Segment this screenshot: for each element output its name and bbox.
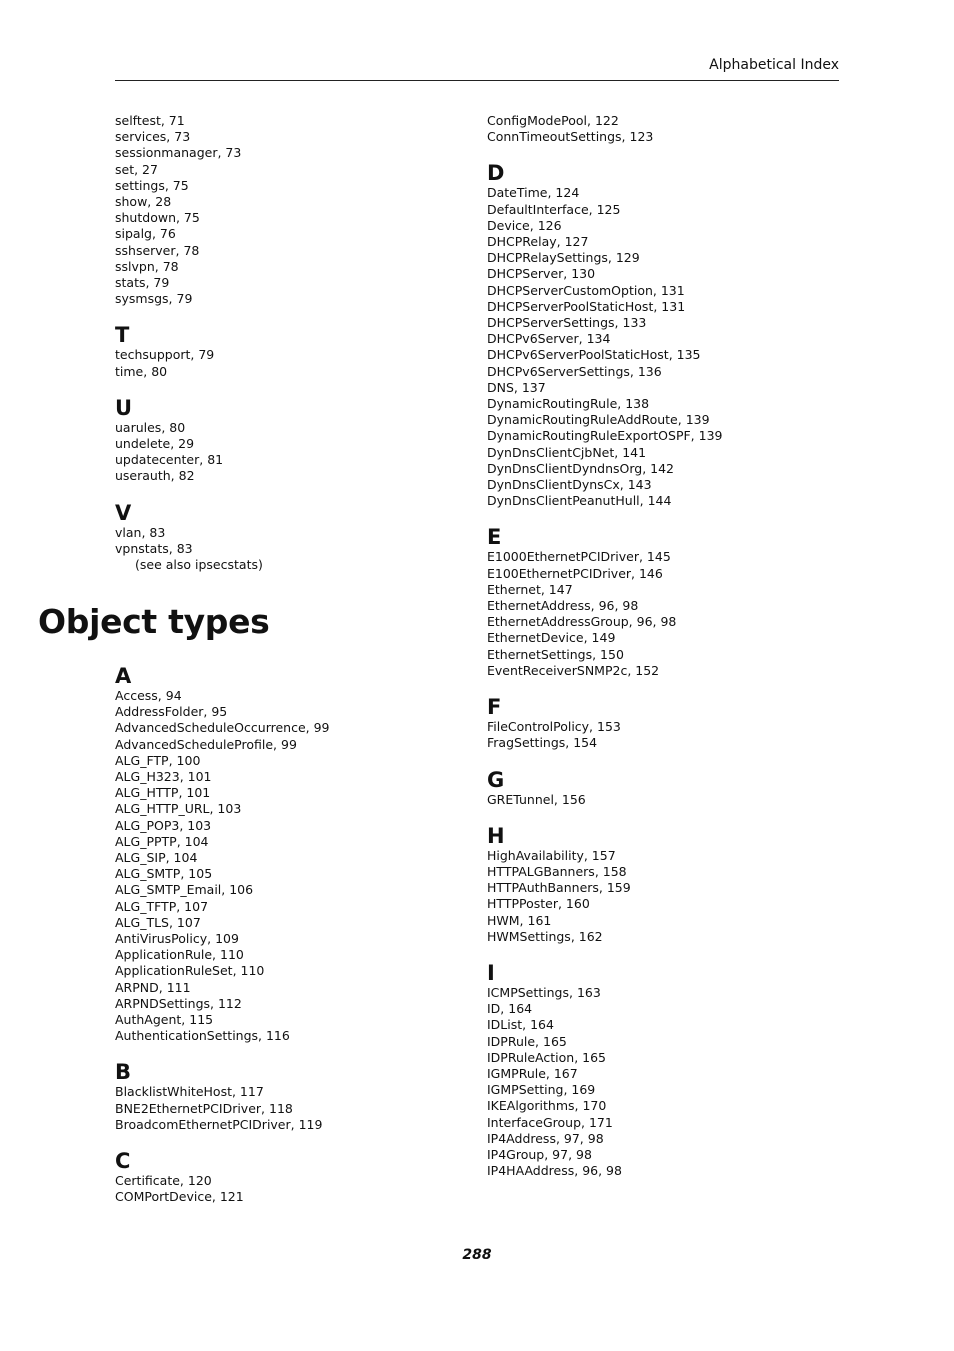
- index-entry: DynDnsClientPeanutHull, 144: [487, 493, 672, 509]
- index-entry: IP4Address, 97, 98: [487, 1130, 604, 1146]
- index-entry: DHCPServerPoolStaticHost, 131: [487, 298, 686, 314]
- index-entry: IDList, 164: [487, 1017, 554, 1033]
- index-entry: IGMPSetting, 169: [487, 1082, 596, 1098]
- index-entry: BroadcomEthernetPCIDriver, 119: [115, 1116, 323, 1132]
- index-letter-heading: H: [487, 823, 505, 848]
- index-entry: undelete, 29: [115, 436, 195, 452]
- index-entry: IP4Group, 97, 98: [487, 1146, 592, 1162]
- index-entry: updatecenter, 81: [115, 452, 224, 468]
- index-entry: techsupport, 79: [115, 347, 215, 363]
- index-entry: set, 27: [115, 161, 158, 177]
- index-entry: AntiVirusPolicy, 109: [115, 931, 239, 947]
- index-entry: IP4HAAddress, 96, 98: [487, 1163, 622, 1179]
- index-letter-heading: I: [487, 960, 495, 985]
- index-entry: EthernetAddressGroup, 96, 98: [487, 614, 677, 630]
- index-entry: BNE2EthernetPCIDriver, 118: [115, 1100, 293, 1116]
- index-column-left-top: [115, 113, 455, 573]
- index-entry: DynamicRoutingRuleAddRoute, 139: [487, 412, 710, 428]
- index-entry: DHCPServerSettings, 133: [487, 315, 647, 331]
- index-entry: DynDnsClientCjbNet, 141: [487, 444, 647, 460]
- index-entry: ICMPSettings, 163: [487, 984, 601, 1000]
- index-entry: DynamicRoutingRuleExportOSPF, 139: [487, 428, 723, 444]
- index-letter-heading: C: [115, 1149, 131, 1174]
- index-entry: DynDnsClientDyndnsOrg, 142: [487, 460, 675, 476]
- index-letter-heading: B: [115, 1060, 132, 1085]
- index-entry: DefaultInterface, 125: [487, 201, 621, 217]
- index-entry: vlan, 83: [115, 524, 166, 540]
- index-entry: BlacklistWhiteHost, 117: [115, 1084, 264, 1100]
- index-entry: COMPortDevice, 121: [115, 1189, 244, 1205]
- index-column-left-bottom: [115, 652, 455, 1205]
- page-number: 288: [462, 1247, 492, 1263]
- index-entry: ALG_H323, 101: [115, 769, 212, 785]
- index-entry: ALG_FTP, 100: [115, 752, 201, 768]
- index-entry: AdvancedScheduleOccurrence, 99: [115, 720, 330, 736]
- index-entry: IKEAlgorithms, 170: [487, 1098, 607, 1114]
- index-entry: DHCPRelaySettings, 129: [487, 250, 640, 266]
- index-entry: AuthenticationSettings, 116: [115, 1028, 290, 1044]
- section-title: Object types: [38, 602, 270, 641]
- index-entry: shutdown, 75: [115, 210, 200, 226]
- index-entry: HTTPPoster, 160: [487, 896, 590, 912]
- index-letter-heading: V: [115, 500, 132, 525]
- entry-group-s: [115, 113, 455, 307]
- index-entry: stats, 79: [115, 275, 170, 291]
- index-entry: DHCPServer, 130: [487, 266, 596, 282]
- index-entry: DateTime, 124: [487, 185, 580, 201]
- index-entry: ALG_SMTP_Email, 106: [115, 882, 254, 898]
- index-entry: sslvpn, 78: [115, 258, 179, 274]
- index-column-right: [487, 113, 839, 1179]
- index-entry: Ethernet, 147: [487, 581, 573, 597]
- index-entry: show, 28: [115, 194, 172, 210]
- index-entry: time, 80: [115, 363, 168, 379]
- index-entry: ALG_HTTP_URL, 103: [115, 801, 242, 817]
- index-entry: IDPRuleAction, 165: [487, 1049, 607, 1065]
- index-entry: DNS, 137: [487, 379, 546, 395]
- index-entry: vpnstats, 83: [115, 540, 193, 556]
- index-entry: FragSettings, 154: [487, 735, 598, 751]
- running-header-title: Alphabetical Index: [709, 57, 839, 73]
- index-entry: AddressFolder, 95: [115, 704, 228, 720]
- index-letter-heading: T: [115, 323, 130, 348]
- index-entry: EthernetDevice, 149: [487, 630, 616, 646]
- index-entry: ConfigModePool, 122: [487, 113, 619, 128]
- index-entry: ALG_POP3, 103: [115, 817, 212, 833]
- index-entry: DHCPServerCustomOption, 131: [487, 282, 685, 298]
- index-entry: ALG_HTTP, 101: [115, 785, 211, 801]
- index-letter-heading: D: [487, 161, 505, 186]
- index-entry: DynamicRoutingRule, 138: [487, 396, 650, 412]
- index-letter-heading: F: [487, 695, 502, 720]
- index-entry: E1000EthernetPCIDriver, 145: [487, 549, 671, 565]
- index-entry: ALG_SMTP, 105: [115, 866, 213, 882]
- index-entry: ARPNDSettings, 112: [115, 995, 242, 1011]
- index-entry: Device, 126: [487, 217, 562, 233]
- index-entry: ALG_TLS, 107: [115, 914, 201, 930]
- index-entry: ApplicationRule, 110: [115, 947, 244, 963]
- index-entry: DHCPRelay, 127: [487, 234, 589, 250]
- index-entry: InterfaceGroup, 171: [487, 1114, 613, 1130]
- index-entry: E100EthernetPCIDriver, 146: [487, 565, 663, 581]
- index-entry: FileControlPolicy, 153: [487, 719, 621, 735]
- index-entry: EthernetAddress, 96, 98: [487, 598, 639, 614]
- index-entry: ALG_SIP, 104: [115, 850, 198, 866]
- index-entry: Access, 94: [115, 688, 182, 703]
- index-entry: sshserver, 78: [115, 242, 200, 258]
- index-entry: GRETunnel, 156: [487, 791, 586, 807]
- index-entry: selftest, 71: [115, 113, 185, 128]
- index-entry: EventReceiverSNMP2c, 152: [487, 662, 660, 678]
- index-entry: ALG_PPTP, 104: [115, 833, 209, 849]
- index-entry: HWMSettings, 162: [487, 928, 603, 944]
- index-entry: HTTPAuthBanners, 159: [487, 880, 631, 896]
- index-entry: HTTPALGBanners, 158: [487, 863, 627, 879]
- header-rule: [115, 80, 839, 81]
- index-entry: EthernetSettings, 150: [487, 646, 624, 662]
- index-entry: DHCPv6ServerSettings, 136: [487, 363, 662, 379]
- index-letter-heading: G: [487, 767, 505, 792]
- index-entry: AuthAgent, 115: [115, 1012, 214, 1028]
- index-entry: ID, 164: [487, 1001, 533, 1017]
- index-entry: AdvancedScheduleProfile, 99: [115, 736, 297, 752]
- index-entry: HighAvailability, 157: [487, 847, 616, 863]
- index-entry: ARPND, 111: [115, 979, 191, 995]
- index-letter-heading: U: [115, 395, 133, 420]
- index-entry: uarules, 80: [115, 419, 186, 435]
- index-entry: IDPRule, 165: [487, 1033, 567, 1049]
- index-entry: HWM, 161: [487, 912, 552, 928]
- index-letter-heading: A: [115, 664, 132, 688]
- index-entry: ConnTimeoutSettings, 123: [487, 129, 654, 145]
- index-entry: userauth, 82: [115, 468, 195, 484]
- index-letter-heading: E: [487, 525, 502, 550]
- index-entry: Certificate, 120: [115, 1173, 212, 1189]
- index-entry: settings, 75: [115, 177, 189, 193]
- index-entry: sessionmanager, 73: [115, 145, 242, 161]
- index-entry: DHCPv6Server, 134: [487, 331, 611, 347]
- index-entry: sysmsgs, 79: [115, 291, 193, 307]
- index-entry: sipalg, 76: [115, 226, 176, 242]
- index-entry: IGMPRule, 167: [487, 1065, 578, 1081]
- index-entry: ALG_TFTP, 107: [115, 898, 209, 914]
- index-entry: DHCPv6ServerPoolStaticHost, 135: [487, 347, 701, 363]
- index-entry: DynDnsClientDynsCx, 143: [487, 477, 652, 493]
- index-entry: services, 73: [115, 129, 191, 145]
- index-subentry: (see also ipsecstats): [135, 557, 263, 573]
- index-entry: ApplicationRuleSet, 110: [115, 963, 265, 979]
